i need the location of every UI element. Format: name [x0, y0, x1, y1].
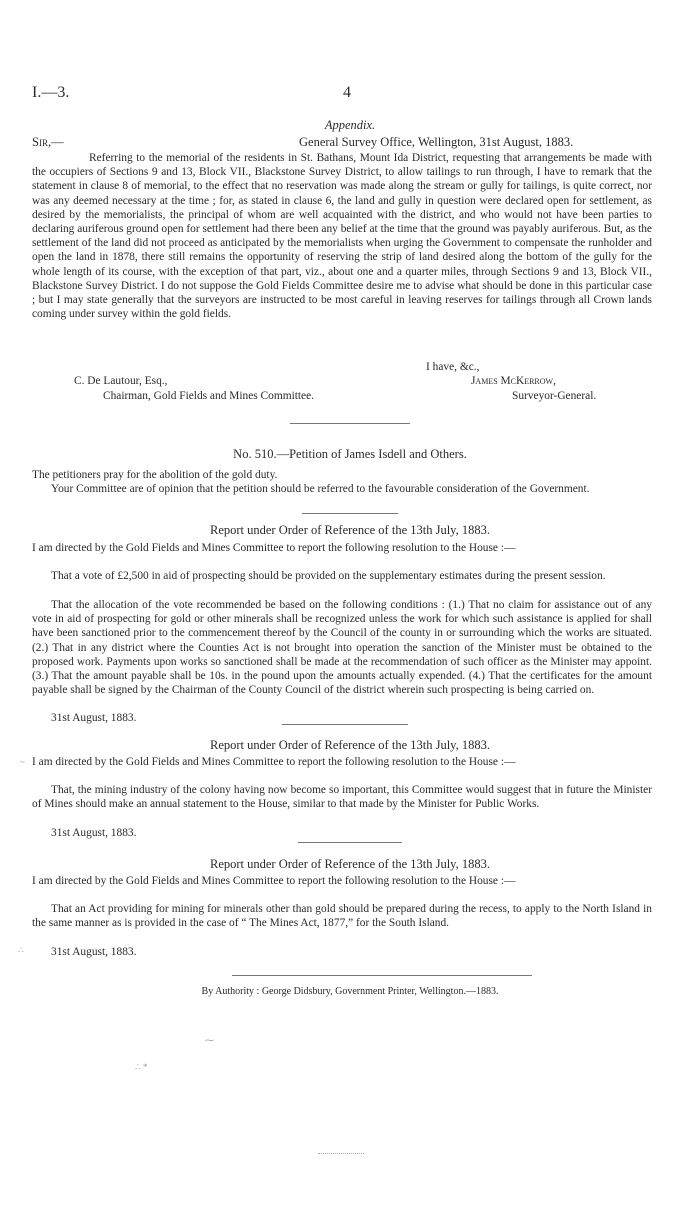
- report-intro: I am directed by the Gold Fields and Mines Committee to report the following resolution to the House :—: [32, 875, 516, 887]
- page-number: 4: [343, 84, 351, 101]
- addressee-name: C. De Lautour, Esq.,: [74, 375, 168, 387]
- report-intro: I am directed by the Gold Fields and Mines Committee to report the following resolution to the House :—: [32, 756, 516, 768]
- appendix-title: Appendix.: [324, 118, 376, 132]
- letter-closing: I have, &c.,: [426, 361, 480, 373]
- scan-speck: [318, 1153, 364, 1154]
- report-paragraph: That an Act providing for mining for minerals other than gold should be prepared during the recess, to apply to the North Island in the same manner as is provided in the case of “ The Mines Act, 1877,” for the South Island.: [32, 903, 652, 930]
- section-divider: [302, 513, 398, 514]
- document-reference: I.—3.: [32, 84, 70, 101]
- report-paragraph: That a vote of £2,500 in aid of prospecting should be provided on the supplementary estimates during the present session.: [51, 570, 606, 582]
- addressee-title: Chairman, Gold Fields and Mines Committee.: [103, 390, 315, 402]
- report-title: Report under Order of Reference of the 13th July, 1883.: [209, 857, 490, 871]
- scan-speck: ∴ *: [135, 1062, 148, 1072]
- report-intro: I am directed by the Gold Fields and Mines Committee to report the following resolution to the House :—: [32, 542, 516, 554]
- report-title: Report under Order of Reference of the 13th July, 1883.: [209, 523, 490, 537]
- printer-imprint: By Authority : George Didsbury, Government Printer, Wellington.—1883.: [201, 986, 499, 997]
- scan-speck: ∴: [18, 945, 24, 955]
- report-title: Report under Order of Reference of the 13th July, 1883.: [209, 738, 490, 752]
- petition-title: No. 510.—Petition of James Isdell and Others.: [233, 447, 467, 461]
- section-divider: [290, 423, 410, 424]
- report-paragraph: That the allocation of the vote recommended be based on the following conditions : (1.) That no claim for assistance out of any vote in aid of prospecting for gold or other minerals shall be recognized unless the work for which such assistance is applied for shall have been sanctioned prior to the commencement thereof by the Council of the county in or surrounding which the works are situated. (2.) That in any district where the Counties Act is not brought into operation the sanction of the Minister must be obtained to the proposed work. Payments upon works so sanctioned shall be made at the recommendation of such officer as the Minister may appoint. (3.) That the amount payable shall be 10s. in the pound upon the amounts actually expended. (4.) That the certificates for the amount payable shall be signed by the Chairman of the County Council of the district wherein such prospecting is being carried on.: [32, 599, 652, 697]
- report-date: 31st August, 1883.: [51, 712, 137, 724]
- petition-opinion: Your Committee are of opinion that the petition should be referred to the favourable consideration of the Government.: [51, 483, 590, 495]
- section-divider: [298, 842, 402, 843]
- report-date: 31st August, 1883.: [51, 946, 137, 958]
- salutation: Sir,—: [32, 135, 64, 149]
- signatory-name: James McKerrow,: [471, 375, 556, 387]
- imprint-rule: [232, 975, 532, 976]
- report-paragraph: That, the mining industry of the colony having now become so important, this Committee would suggest that in future the Minister of Mines should make an annual statement to the House, similar to that made by the Minister for Public Works.: [32, 784, 652, 811]
- letter-body: Referring to the memorial of the residents in St. Bathans, Mount Ida District, requesting that arrangements be made with the occupiers of Sections 9 and 13, Block VII., Blackstone Survey District, to allow tailings to run through, I have to remark that the statement in clause 8 of memorial, to the effect that no reservation was made along the stream or gully for tailings, is quite correct, nor was any deemed necessary at the time ; for, as stated in clause 6, the land and gully in question were declared open for settlement, as desired by the memorialists, the principal of whom are well acquainted with the district, and who would not have been parties to declaring auriferous ground open for settlement had there been any belief at the time that the ground was payably auriferous. But, as the settlement of the land did not proceed as anticipated by the memorialists when urging the Government to compensate the runholder and open the land in 1878, there still remains the opportunity of reserving the strip of land desired along the bottom of the gully for the whole length of its course, with the exception of that part, viz., about one and a quarter miles, through Sections 9 and 13, Block VII., Blackstone Survey District. I do not suppose the Gold Fields Committee desire me to advise what should be done in this particular case ; but I may state generally that the surveyors are instructed to be most careful in leaving reserves for tailings through all Crown lands coming under survey within the gold fields.: [32, 152, 652, 321]
- section-divider: [282, 724, 408, 725]
- signatory-title: Surveyor-General.: [512, 390, 597, 402]
- scan-speck: ⁓: [205, 1035, 214, 1045]
- scan-speck: ~: [20, 757, 25, 767]
- petition-prayer: The petitioners pray for the abolition of the gold duty.: [32, 469, 278, 481]
- report-date: 31st August, 1883.: [51, 827, 137, 839]
- dateline: General Survey Office, Wellington, 31st August, 1883.: [299, 135, 574, 149]
